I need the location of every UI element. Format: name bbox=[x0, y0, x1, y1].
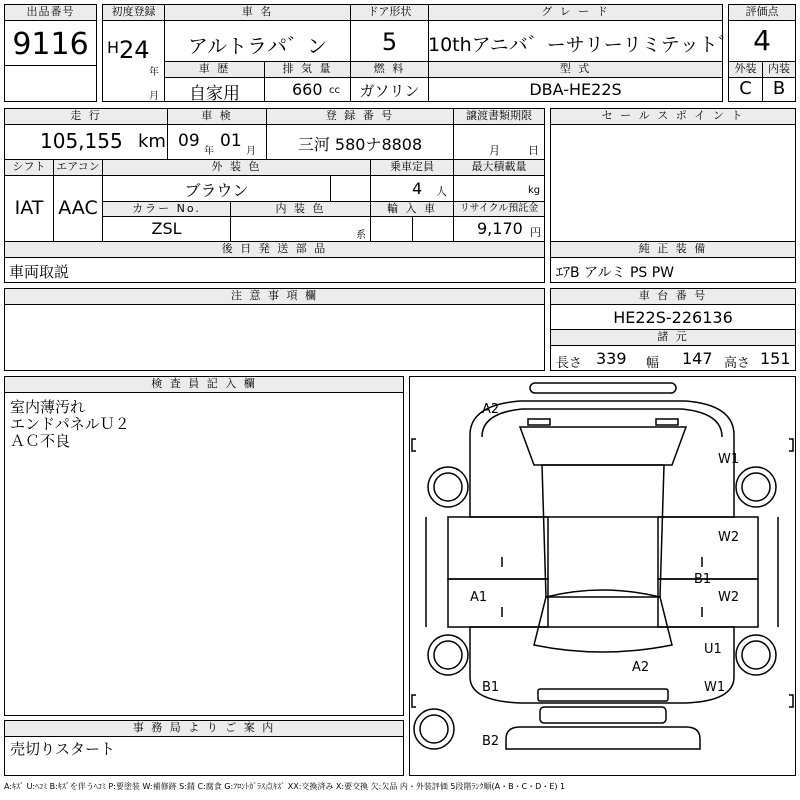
dims-label: 諸 元 bbox=[550, 329, 796, 346]
mark-w2-right-lower: W2 bbox=[718, 590, 740, 605]
history-label: 車 歴 bbox=[164, 61, 265, 78]
inspector-line-3: ＡＣ不良 bbox=[10, 432, 71, 450]
chassis-number: HE22S-226136 bbox=[613, 308, 733, 327]
plate-label: 登 録 番 号 bbox=[266, 108, 454, 125]
mileage: 105,155 bbox=[40, 129, 123, 153]
inspection-month: 01 bbox=[220, 131, 242, 151]
length: 339 bbox=[596, 349, 627, 368]
inspection-year: 09 bbox=[178, 131, 200, 151]
score: 4 bbox=[753, 24, 771, 57]
height-label: 高さ bbox=[724, 356, 751, 371]
recycle-unit: 円 bbox=[530, 226, 541, 239]
capacity: 4 bbox=[412, 179, 423, 198]
width-label: 幅 bbox=[646, 356, 660, 371]
width: 147 bbox=[682, 349, 713, 368]
load-label: 最大積載量 bbox=[453, 159, 545, 176]
exterior-grade: C bbox=[739, 78, 752, 99]
chassis-label: 車 台 番 号 bbox=[550, 288, 796, 305]
length-label: 長さ bbox=[556, 356, 583, 371]
import-label: 輸 入 車 bbox=[370, 201, 454, 217]
mark-a1-left: A1 bbox=[470, 590, 488, 605]
legend: A:ｷｽﾞ U:ﾍｺﾐ B:ｷｽﾞを伴うﾍｺﾐ P:要塗装 W:補修跡 S:錆 C:腐食 G:ﾌﾛﾝﾄｶﾞﾗｽ点ｷｽﾞ XX:交換済み X:要交換 欠:欠品 内・外装評価 5段階ﾗﾝｸ順(A・B・C・D・E) 1 bbox=[4, 782, 566, 791]
int-color-label: 内 装 色 bbox=[230, 201, 371, 217]
mark-w1-right: W1 bbox=[718, 452, 740, 467]
car-name-label: 車 名 bbox=[164, 4, 351, 21]
year-unit: 年 bbox=[149, 67, 159, 78]
lot-number-label: 出品番号 bbox=[5, 5, 96, 21]
lot-number: 9116 bbox=[12, 27, 89, 62]
lot-number-box bbox=[4, 4, 97, 102]
height: 151 bbox=[760, 349, 791, 368]
car-name: アルトラパ゛ン bbox=[187, 34, 328, 58]
recycle-label: リサイクル預託金 bbox=[453, 201, 545, 217]
inspection-month-unit: 月 bbox=[246, 146, 256, 157]
mileage-unit: km bbox=[138, 131, 166, 152]
damage-diagram-box bbox=[409, 376, 796, 776]
mark-a2-top: A2 bbox=[482, 402, 500, 417]
score-label: 評価点 bbox=[728, 4, 796, 21]
transfer-month: 月 bbox=[489, 144, 500, 157]
model: DBA-HE22S bbox=[529, 80, 622, 99]
fuel-label: 燃 料 bbox=[350, 61, 429, 78]
recycle-fee: 9,170 bbox=[477, 219, 523, 238]
inspection-year-unit: 年 bbox=[204, 146, 214, 157]
car-damage-diagram bbox=[410, 377, 795, 775]
first-registration-label: 初度登録 bbox=[102, 4, 165, 21]
later-parts-label: 後 日 発 送 部 品 bbox=[4, 241, 545, 258]
mark-b2: B2 bbox=[482, 734, 500, 749]
color-label: 外 装 色 bbox=[102, 159, 371, 176]
sales-point-box bbox=[550, 108, 796, 242]
grade-label: グ レ ー ド bbox=[428, 4, 723, 21]
office-label: 事 務 局 よ り ご 案 内 bbox=[4, 720, 404, 737]
exterior-label: 外装 bbox=[728, 61, 763, 78]
plate: 三河 580ナ8808 bbox=[297, 135, 423, 154]
genuine-equipment-value: ｴｱB アルミ PS PW bbox=[556, 265, 675, 281]
doors: 5 bbox=[381, 28, 398, 56]
inspector-label: 検 査 員 記 入 欄 bbox=[4, 376, 404, 393]
mark-u1-right: U1 bbox=[704, 642, 722, 657]
displacement-unit: cc bbox=[329, 85, 340, 96]
genuine-equipment-label: 純 正 装 備 bbox=[550, 241, 796, 258]
interior-grade: B bbox=[772, 78, 786, 99]
mark-b1-mid: B1 bbox=[694, 572, 712, 587]
ac-label: エアコン bbox=[53, 159, 103, 176]
interior-label: 内装 bbox=[762, 61, 796, 78]
transfer-day: 日 bbox=[528, 144, 539, 157]
era: H bbox=[107, 38, 120, 57]
mark-a2-bottom: A2 bbox=[632, 660, 650, 675]
inspector-line-1: 室内薄汚れ bbox=[10, 398, 86, 416]
inspection-label: 車 検 bbox=[167, 108, 267, 125]
later-parts-value: 車両取説 bbox=[9, 263, 70, 281]
mark-w1-lower: W1 bbox=[704, 680, 726, 695]
load-unit: kg bbox=[528, 185, 541, 196]
ac: AAC bbox=[58, 197, 98, 219]
inspector-line-2: エンドパネルＵ２ bbox=[10, 415, 130, 433]
registration-year: 24 bbox=[119, 36, 150, 64]
capacity-label: 乗車定員 bbox=[370, 159, 454, 176]
color-no: ZSL bbox=[151, 219, 182, 238]
int-color-unit: 系 bbox=[356, 230, 366, 241]
mark-b1-left: B1 bbox=[482, 680, 500, 695]
shift: IAT bbox=[14, 197, 44, 219]
history: 自家用 bbox=[189, 84, 240, 104]
door-label: ドア形状 bbox=[350, 4, 429, 21]
model-label: 型 式 bbox=[428, 61, 723, 78]
body-color: ブラウン bbox=[184, 181, 249, 200]
color-no-label: カラー No. bbox=[102, 201, 231, 217]
month-unit: 月 bbox=[149, 91, 159, 102]
fuel: ガソリン bbox=[359, 82, 420, 100]
mark-w2-right: W2 bbox=[718, 530, 740, 545]
transfer-label: 譲渡書類期限 bbox=[453, 108, 545, 125]
shift-label: シフト bbox=[4, 159, 54, 176]
displacement-label: 排 気 量 bbox=[264, 61, 351, 78]
grade: 10thアニバ゛ーサリーリミテット゛ bbox=[428, 34, 737, 56]
displacement: 660 bbox=[292, 80, 323, 99]
notes-label: 注 意 事 項 欄 bbox=[4, 288, 545, 305]
sales-point-label: セ ー ル ス ポ イ ン ト bbox=[550, 108, 796, 125]
office-value: 売切りスタート bbox=[10, 740, 116, 758]
capacity-unit: 人 bbox=[436, 185, 447, 198]
mileage-label: 走 行 bbox=[4, 108, 168, 125]
